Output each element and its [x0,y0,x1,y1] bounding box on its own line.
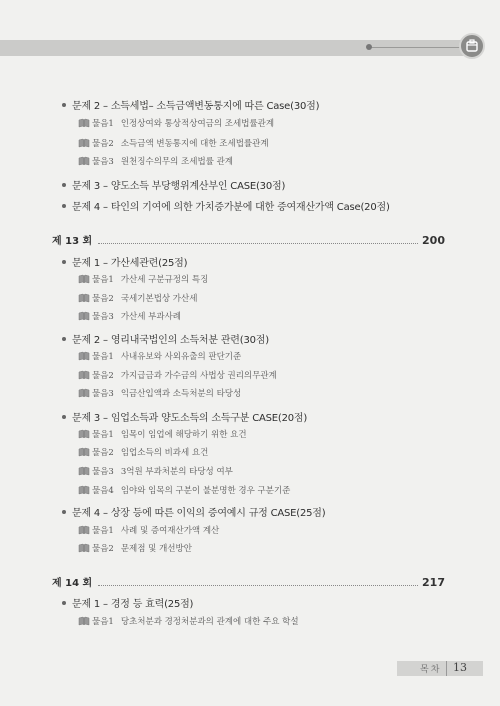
open-book-icon [78,543,90,553]
question-text: 가산세 구분규정의 특징 [120,275,209,285]
question-label: 물음2 [92,544,114,554]
question-label: 물음1 [92,119,114,129]
question-label: 물음1 [92,275,114,285]
open-book-icon [78,485,90,495]
bullet-icon [62,183,66,187]
question-text: 당초처분과 경정처분과의 관계에 대한 주요 학설 [120,617,299,627]
question-label: 물음2 [92,448,114,458]
question-label: 물음2 [92,371,114,381]
question-text: 임목이 임업에 해당하기 위한 요건 [120,430,247,440]
problem-item [62,177,285,192]
question-item [78,387,241,399]
problem-text: 문제 1 – 경정 등 효력(25점) [72,599,194,610]
question-text: 원천징수의무의 조세법률 관계 [120,157,233,167]
session-title: 제 13 회 [52,236,93,247]
question-item [78,350,241,362]
question-item [78,155,233,167]
question-text: 임야와 임목의 구분이 불분명한 경우 구분기준 [120,486,291,496]
question-item [78,542,192,554]
problem-text: 문제 4 – 상장 등에 따른 이익의 증여예시 규정 CASE(25점) [72,508,326,519]
open-book-icon [78,138,90,148]
footer-divider [446,661,447,676]
question-text: 국세기본법상 가산세 [120,294,198,304]
bullet-icon [62,204,66,208]
open-book-icon [78,388,90,398]
open-book-icon [78,370,90,380]
question-item [78,117,274,129]
question-text: 익금산입액과 소득처분의 타당성 [120,389,242,399]
session-title: 제 14 회 [52,578,93,589]
problem-text: 문제 4 – 타인의 기여에 의한 가치증가분에 대한 증여재산가액 Case(20점) [72,202,390,213]
question-item [78,446,208,458]
question-label: 물음1 [92,430,114,440]
question-text: 3억원 부과처분의 타당성 여부 [120,467,233,477]
bullet-icon [62,510,66,514]
session-page-number: 200 [422,234,445,247]
question-label: 물음2 [92,139,114,149]
question-label: 물음1 [92,617,114,627]
open-book-icon [78,466,90,476]
header-rule [370,47,460,48]
question-item [78,292,197,304]
open-book-icon [78,429,90,439]
question-label: 물음1 [92,526,114,536]
open-book-icon [78,525,90,535]
open-book-icon [78,447,90,457]
problem-text: 문제 3 – 양도소득 부당행위계산부인 CASE(30점) [72,181,286,192]
open-book-icon [78,351,90,361]
question-item [78,615,299,627]
bullet-icon [62,601,66,605]
session-heading [52,232,445,247]
session-page-number: 217 [422,576,445,589]
question-item [78,310,181,322]
problem-item [62,409,307,424]
question-label: 물음3 [92,389,114,399]
problem-item [62,504,325,519]
question-label: 물음1 [92,352,114,362]
question-label: 물음3 [92,312,114,322]
question-label: 물음4 [92,486,114,496]
open-book-icon [78,293,90,303]
dot-leader [98,243,418,244]
bullet-icon [62,103,66,107]
open-book-icon [78,156,90,166]
question-item [78,428,247,440]
footer-section-label: 목차 [420,665,442,675]
open-book-icon [78,118,90,128]
problem-text: 문제 2 – 소득세법– 소득금액변동통지에 따른 Case(30점) [72,101,320,112]
question-label: 물음2 [92,294,114,304]
question-text: 가지급금과 가수금의 사법상 권리의무관계 [120,371,277,381]
question-item [78,137,269,149]
question-item [78,273,208,285]
open-book-icon [78,274,90,284]
question-label: 물음3 [92,467,114,477]
question-text: 임업소득의 비과세 요건 [120,448,209,458]
header-dot [366,44,372,50]
question-item [78,484,290,496]
problem-text: 문제 2 – 영리내국법인의 소득처분 관련(30점) [72,335,269,346]
open-book-icon [78,311,90,321]
book-icon [459,33,485,59]
header-bar [0,40,472,56]
question-text: 소득금액 변동통지에 대한 조세법률관계 [120,139,269,149]
problem-item [62,97,319,112]
problem-item [62,254,187,269]
dot-leader [98,585,418,586]
question-text: 인정상여와 통상적상여금의 조세법률관계 [120,119,275,129]
bullet-icon [62,415,66,419]
problem-text: 문제 1 – 가산세관련(25점) [72,258,188,269]
question-item [78,465,233,477]
open-book-icon [78,616,90,626]
problem-text: 문제 3 – 임업소득과 양도소득의 소득구분 CASE(20점) [72,413,308,424]
question-text: 문제점 및 개선방안 [120,544,192,554]
question-label: 물음3 [92,157,114,167]
bullet-icon [62,260,66,264]
problem-item [62,595,193,610]
question-text: 가산세 부과사례 [120,312,182,322]
problem-item [62,331,269,346]
question-text: 사례 및 증여재산가액 계산 [120,526,220,536]
session-heading [52,574,445,589]
question-item [78,524,219,536]
page-number: 13 [453,661,467,674]
problem-item [62,198,390,213]
question-text: 사내유보와 사외유출의 판단기준 [120,352,242,362]
bullet-icon [62,337,66,341]
question-item [78,369,277,381]
